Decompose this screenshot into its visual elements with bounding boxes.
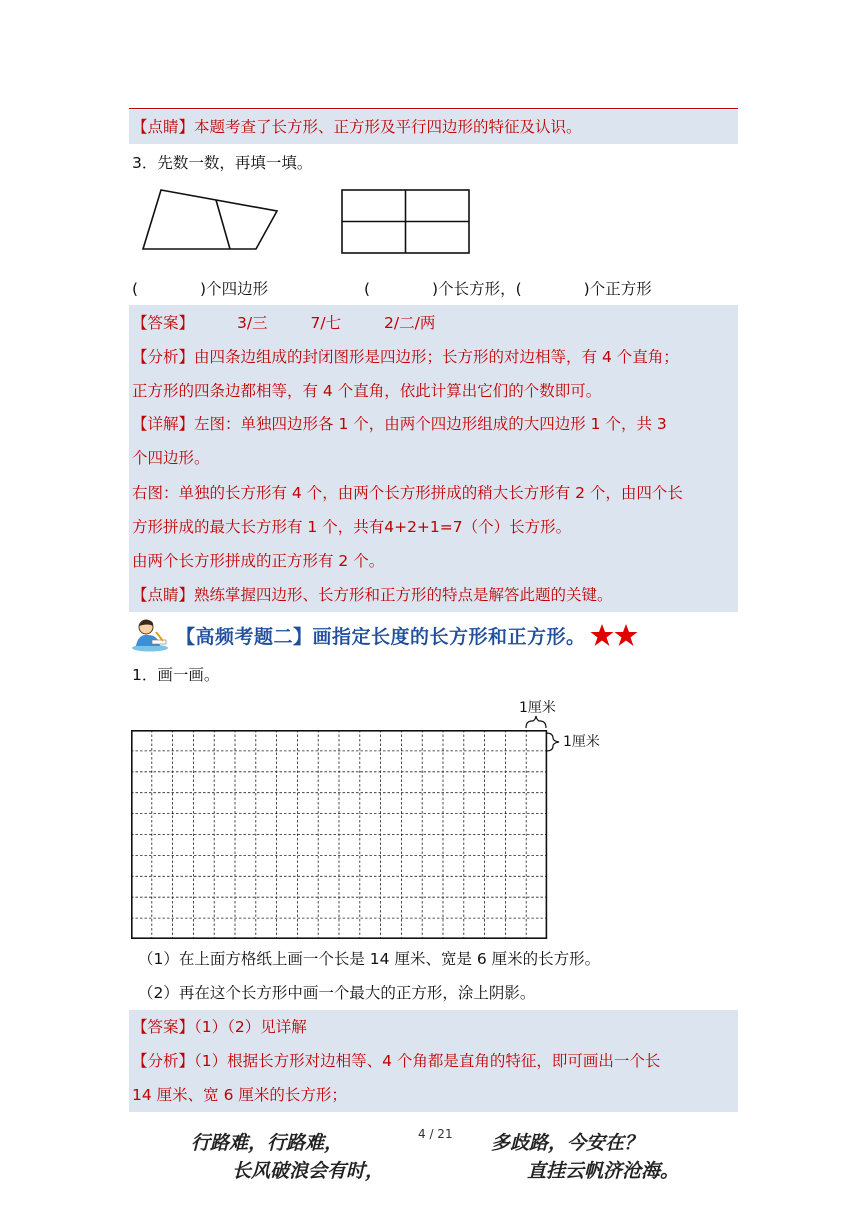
star-icon <box>614 623 638 647</box>
top-rule <box>129 108 738 109</box>
grid-paper <box>131 730 548 940</box>
analysis-text: 由四条边组成的封闭图形是四边形；长方形的对边相等，有 4 个直角； <box>194 348 679 366</box>
page-number: 4 / 21 <box>418 1127 453 1141</box>
fill-blank-quadrilateral: ( )个四边形 <box>132 280 269 298</box>
dianjing-line <box>132 116 582 138</box>
detail-line-4: 方形拼成的最大长方形有 1 个，共有4+2+1=7（个）长方形。 <box>132 518 572 536</box>
answer-line <box>132 312 435 334</box>
dianjing-line-2 <box>132 584 613 606</box>
rectangles-figure <box>340 188 472 256</box>
question-1-stem: 1．画一画。 <box>132 666 220 684</box>
answer-line-2 <box>132 1016 307 1038</box>
sub-question-2: （2）再在这个长方形中画一个最大的正方形，涂上阴影。 <box>138 984 536 1002</box>
detail-text: 左图：单独四边形各 1 个，由两个四边形组成的大四边形 1 个，共 3 <box>194 415 667 433</box>
question-3-stem: 3．先数一数，再填一填。 <box>132 154 313 172</box>
detail-line-3: 右图：单独的长方形有 4 个，由两个长方形拼成的稍大长方形有 2 个，由四个长 <box>132 484 683 502</box>
answer-value-1: 3/三 <box>236 314 268 332</box>
dianjing-text: 本题考查了长方形、正方形及平行四边形的特征及认识。 <box>194 118 582 136</box>
section-title: 【高频考题二】画指定长度的长方形和正方形。 <box>176 625 586 648</box>
analysis-line-4: 14 厘米、宽 6 厘米的长方形； <box>132 1086 347 1104</box>
sub-question-1: （1）在上面方格纸上画一个长是 14 厘米、宽是 6 厘米的长方形。 <box>138 950 601 968</box>
dianjing-text-2: 熟练掌握四边形、长方形和正方形的特点是解答此题的关键。 <box>194 586 613 604</box>
analysis-tag: 【分析】 <box>132 348 195 366</box>
star-icon <box>590 623 614 647</box>
analysis-line-2: 正方形的四条边都相等，有 4 个直角，依此计算出它们的个数即可。 <box>132 382 602 400</box>
analysis-line-3 <box>132 1050 660 1072</box>
footer-verse-left-2: 长风破浪会有时， <box>232 1160 385 1182</box>
detail-line-2: 个四边形。 <box>132 449 210 467</box>
analysis-line-1 <box>132 346 679 368</box>
detail-line-5: 由两个长方形拼成的正方形有 2 个。 <box>132 552 385 570</box>
answer-text-2: （1）（2）见详解 <box>194 1018 307 1036</box>
quadrilateral-figure <box>140 185 285 255</box>
section-header <box>130 618 638 652</box>
answer-value-2: 7/七 <box>310 314 342 332</box>
fill-blank-rect-square: ( )个长方形，( )个正方形 <box>364 280 652 298</box>
scale-brace-top <box>522 714 550 730</box>
analysis-text-2: （1）根据长方形对边相等、4 个角都是直角的特征，即可画出一个长 <box>194 1052 661 1070</box>
detail-line-1 <box>132 413 667 435</box>
footer-verse-left-1: 行路难，行路难， <box>191 1132 344 1154</box>
scale-label-right: 1厘米 <box>563 734 600 750</box>
answer-value-3: 2/二/两 <box>384 314 436 332</box>
footer-verse-right-1: 多歧路，今安在？ <box>491 1132 644 1154</box>
scale-label-top: 1厘米 <box>519 700 556 716</box>
dianjing-tag: 【点睛】 <box>132 118 195 136</box>
answer-tag-2: 【答案】 <box>132 1018 195 1036</box>
detail-tag: 【详解】 <box>132 415 195 433</box>
footer-verse-right-2: 直挂云帆济沧海。 <box>527 1160 680 1182</box>
analysis-tag-2: 【分析】 <box>132 1052 195 1070</box>
student-writing-icon <box>130 618 170 652</box>
dianjing-tag-2: 【点睛】 <box>132 586 195 604</box>
answer-tag: 【答案】 <box>132 314 195 332</box>
